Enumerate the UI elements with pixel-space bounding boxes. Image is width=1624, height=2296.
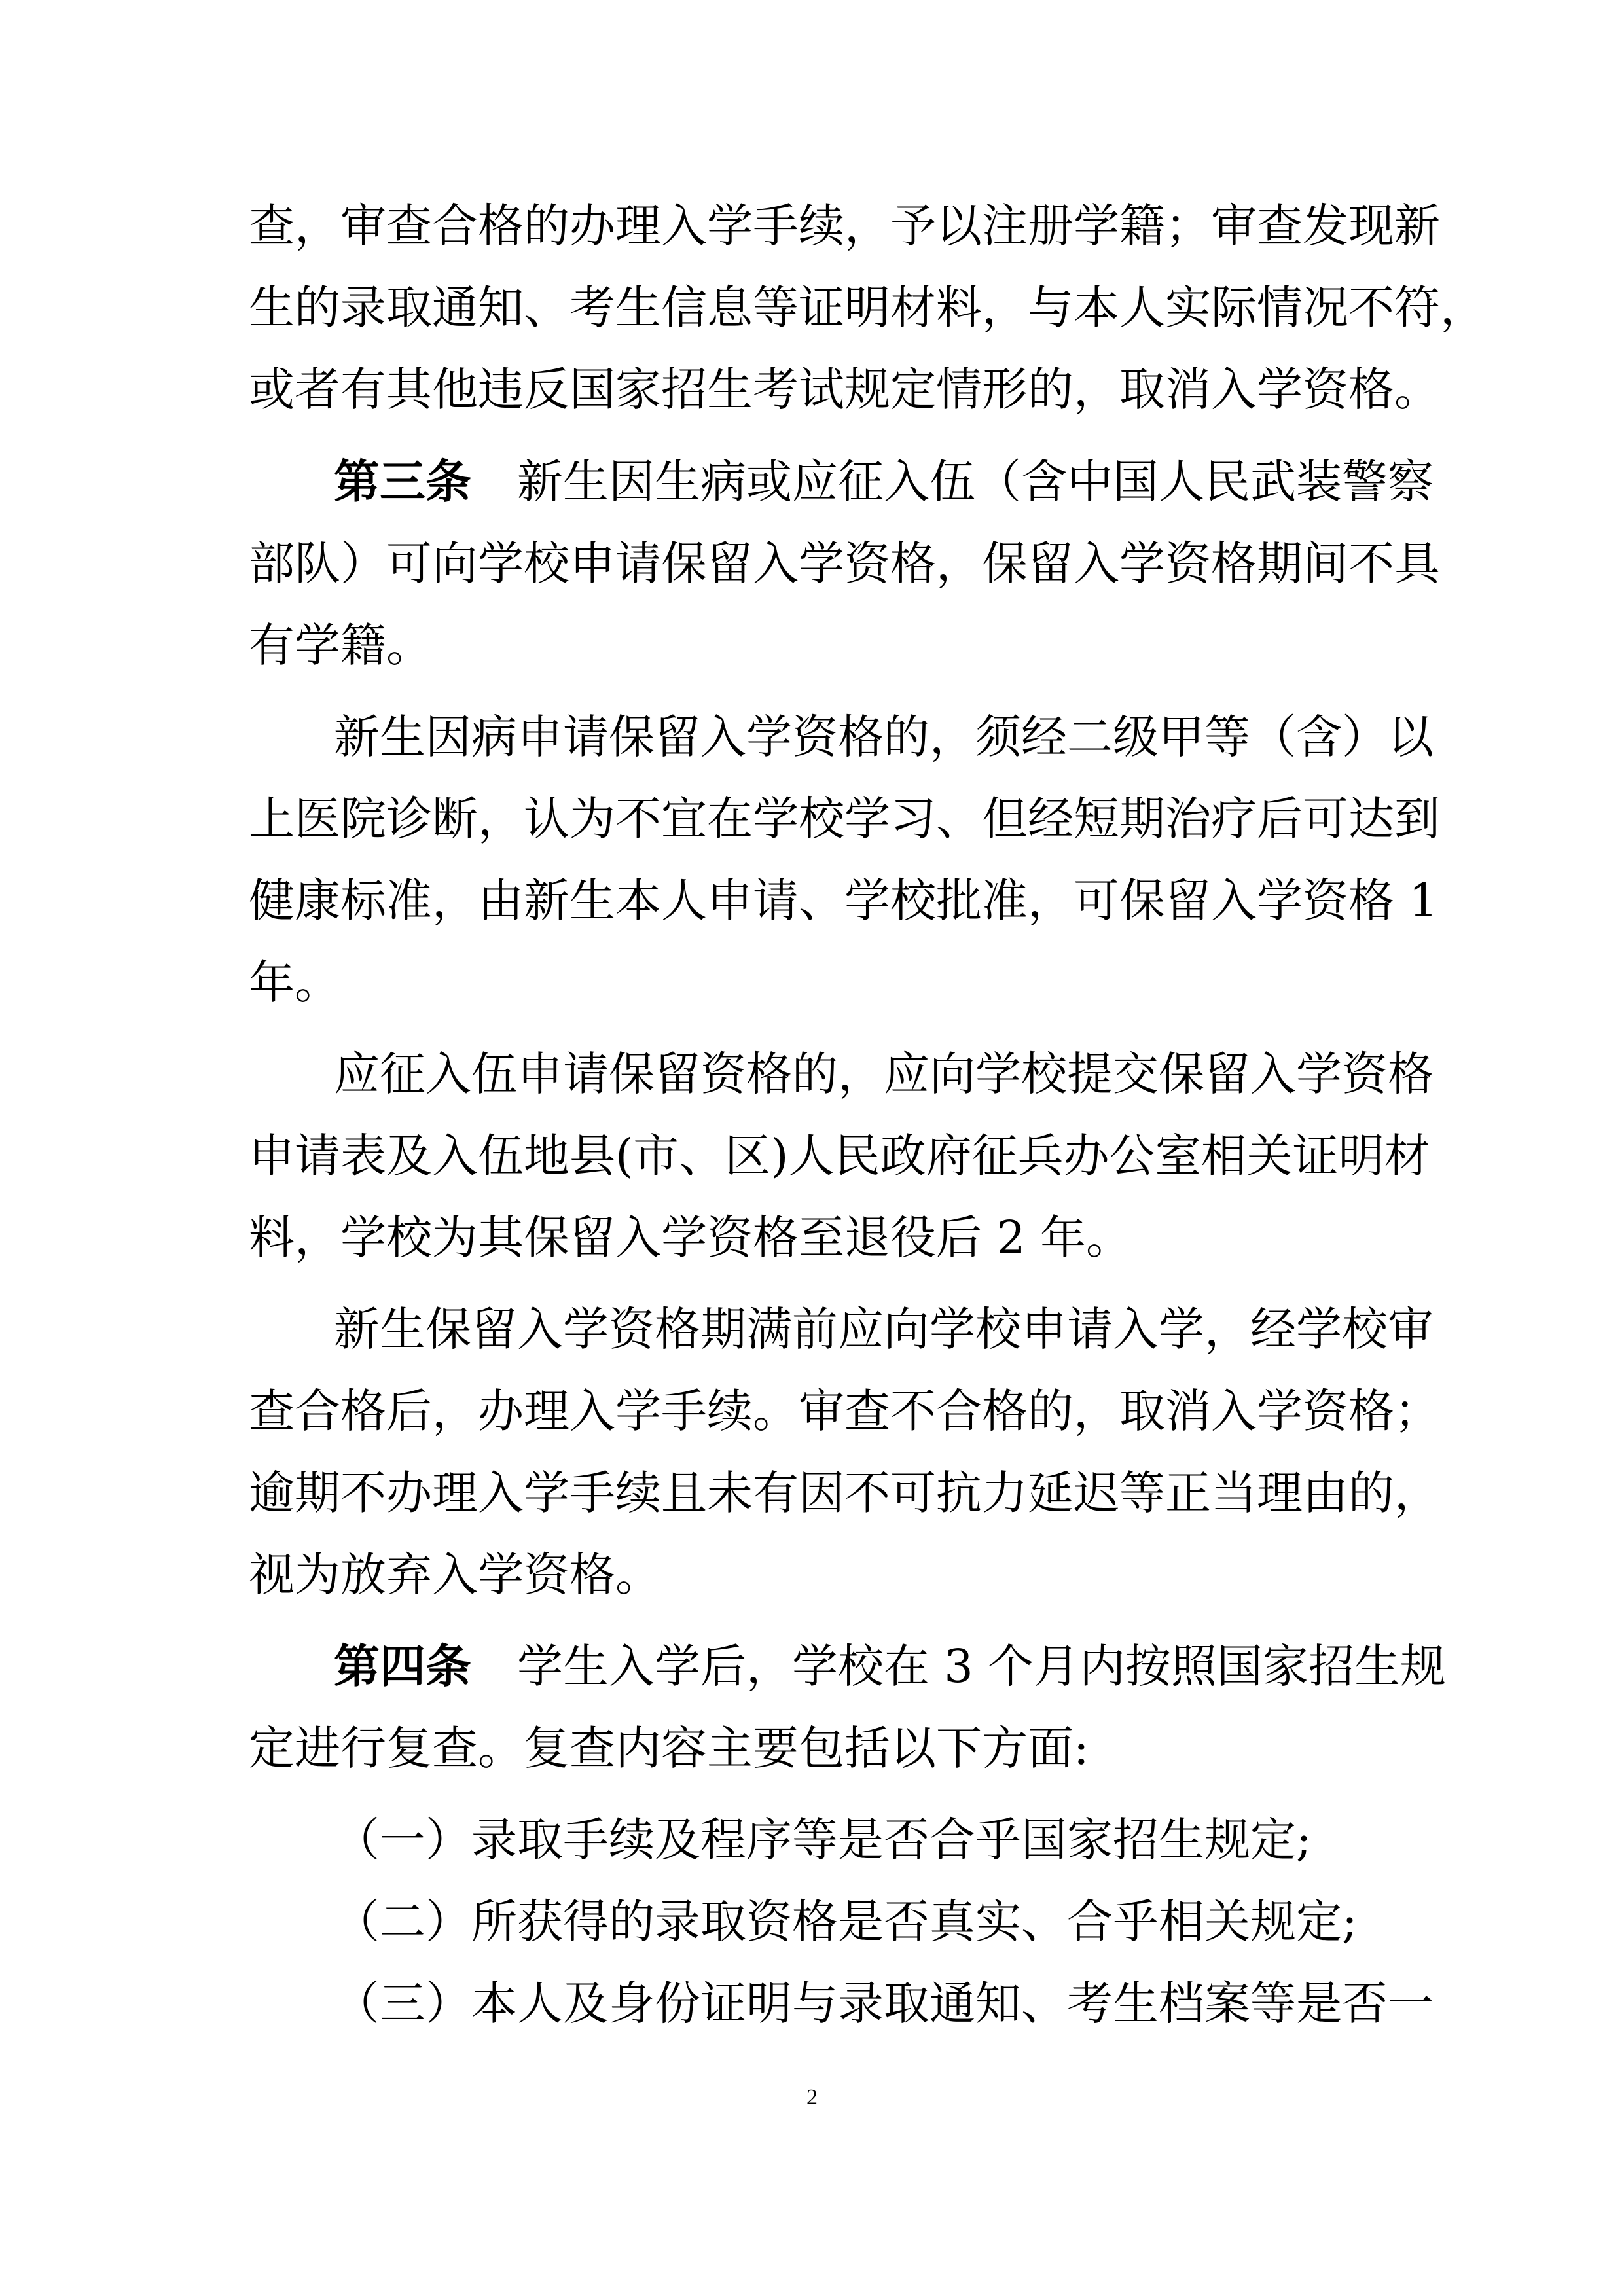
text-line: 或者有其他违反国家招生考试规定情形的，取消入学资格。: [249, 363, 1440, 416]
text-line: 上医院诊断，认为不宜在学校学习、但经短期治疗后可达到: [249, 792, 1440, 846]
text-line: 部队）可向学校申请保留入学资格，保留入学资格期间不具: [249, 537, 1440, 590]
article-3-heading: 第三条: [334, 454, 471, 509]
text-line: 新生因病申请保留入学资格的，须经二级甲等（含）以: [334, 710, 1434, 764]
text-line: 逾期不办理入学手续且未有因不可抗力延迟等正当理由的，: [249, 1466, 1440, 1520]
text-line: 定进行复查。复查内容主要包括以下方面:: [249, 1721, 1089, 1775]
text-line: 料，学校为其保留入学资格至退役后 2 年。: [249, 1211, 1132, 1265]
text-line: 申请表及入伍地县(市、区)人民政府征兵办公室相关证明材: [249, 1129, 1430, 1183]
article-4-first-line: [334, 1634, 1447, 1699]
article-4-text: 学生入学后，学校在 3 个月内按照国家招生规: [517, 1640, 1447, 1693]
list-item: （二）所获得的录取资格是否真实、合乎相关规定;: [334, 1895, 1358, 1948]
text-line: 生的录取通知、考生信息等证明材料，与本人实际情况不符，: [249, 281, 1486, 334]
text-line: 视为放弃入学资格。: [249, 1548, 661, 1602]
page-number: 2: [806, 2085, 818, 2109]
article-3-text: 新生因生病或应征入伍（含中国人民武装警察: [517, 455, 1434, 509]
article-4-heading: 第四条: [334, 1639, 471, 1693]
text-line: 有学籍。: [249, 619, 432, 672]
text-line: 应征入伍申请保留资格的，应向学校提交保留入学资格: [334, 1047, 1434, 1101]
list-item: （三）本人及身份证明与录取通知、考生档案等是否一: [334, 1977, 1434, 2030]
text-line: 年。: [249, 956, 340, 1009]
text-line: 查，审查合格的办理入学手续，予以注册学籍；审查发现新: [249, 199, 1440, 253]
text-line: 健康标准，由新生本人申请、学校批准，可保留入学资格 1: [249, 874, 1438, 927]
text-line: 新生保留入学资格期满前应向学校申请入学，经学校审: [334, 1302, 1434, 1356]
list-item: （一）录取手续及程序等是否合乎国家招生规定;: [334, 1813, 1312, 1867]
article-3-first-line: [334, 449, 1434, 514]
text-line: 查合格后，办理入学手续。审查不合格的，取消入学资格；: [249, 1384, 1440, 1438]
